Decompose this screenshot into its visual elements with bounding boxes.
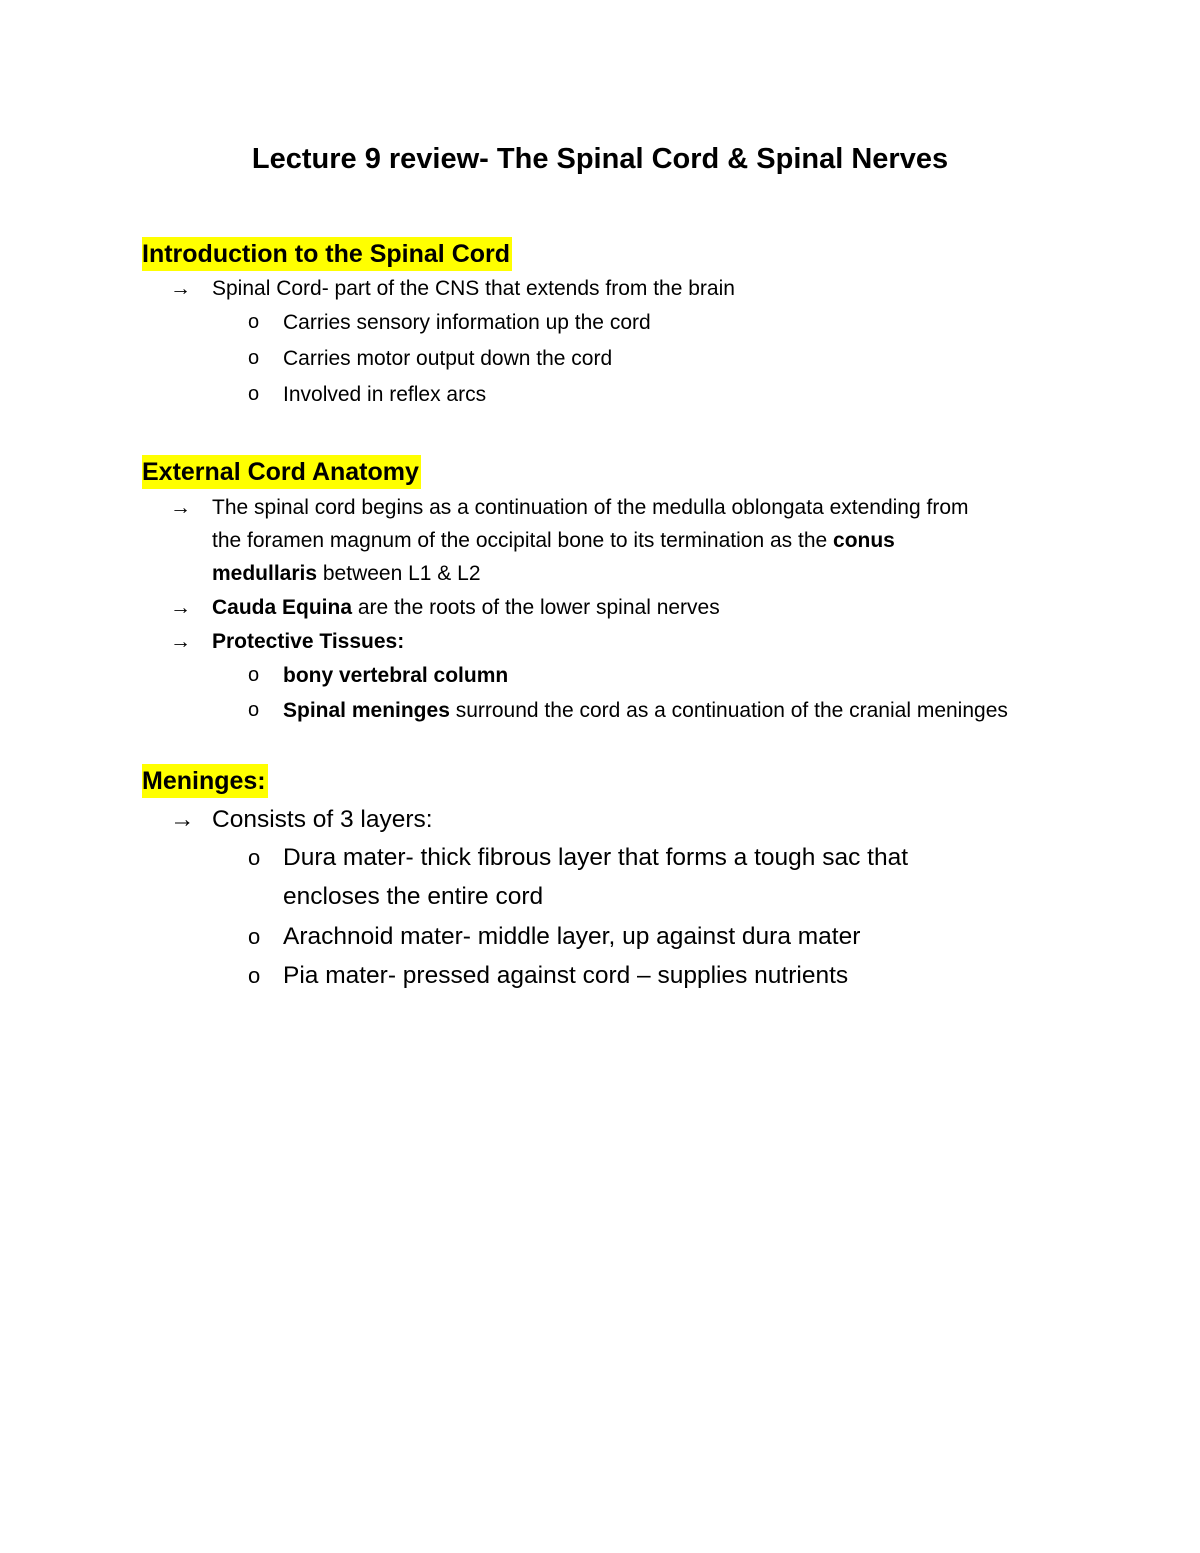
arrow-icon: → — [170, 496, 191, 519]
bullet-icon: o — [248, 699, 260, 721]
sub-list-item — [248, 342, 1048, 375]
list-item — [170, 272, 1050, 305]
section-heading-intro: Introduction to the Spinal Cord — [142, 237, 512, 271]
term-bony-vertebral-column: bony vertebral column — [283, 664, 509, 687]
list-item — [170, 591, 1050, 624]
bullet-icon: o — [248, 311, 260, 333]
text-run: The spinal cord begins as a continuation of the medulla oblongata extending from the foramen magnum of the occipital bone to its termination as the — [212, 496, 969, 552]
arrow-icon: → — [170, 277, 191, 300]
list-item-text: Consists of 3 layers: — [212, 806, 433, 833]
bullet-icon: o — [248, 664, 260, 686]
bullet-icon: o — [248, 963, 261, 988]
bullet-icon: o — [248, 924, 261, 949]
sub-list-item-text — [283, 694, 1038, 727]
bullet-icon: o — [248, 383, 260, 405]
sub-list-item-text: Carries motor output down the cord — [283, 347, 613, 370]
list-item — [170, 625, 1050, 658]
list-item-text — [212, 491, 970, 590]
list-item — [170, 800, 1050, 839]
term-cauda-equina: Cauda Equina — [212, 596, 353, 619]
sub-list-item-text: Pia mater- pressed against cord – supplies nutrients — [283, 962, 849, 989]
arrow-icon: → — [170, 596, 191, 619]
term-spinal-meninges: Spinal meninges — [283, 699, 450, 722]
document-title: Lecture 9 review- The Spinal Cord & Spinal Nerves — [251, 143, 949, 175]
sub-list-item-text — [283, 659, 1048, 692]
sub-list-item-text: Arachnoid mater- middle layer, up against dura mater — [283, 923, 861, 950]
section-heading-meninges: Meninges: — [142, 764, 268, 798]
term-conus-medullaris: conus medullaris — [212, 529, 895, 585]
text-run: are the roots of the lower spinal nerves — [352, 596, 720, 619]
sub-list-item — [248, 694, 1038, 727]
sub-list-item — [248, 838, 1008, 916]
arrow-icon: → — [170, 630, 191, 653]
list-item-text — [212, 591, 1050, 624]
bullet-icon: o — [248, 347, 260, 369]
sub-list-item — [248, 917, 1048, 956]
sub-list-item — [248, 956, 1048, 995]
section-heading-external-anatomy: External Cord Anatomy — [142, 455, 421, 489]
text-run: surround the cord as a continuation of the cranial meninges — [449, 699, 1008, 722]
list-item — [170, 491, 970, 590]
list-item-text: Spinal Cord- part of the CNS that extends from the brain — [212, 277, 735, 300]
sub-list-item — [248, 378, 1048, 411]
text-run: between L1 & L2 — [317, 562, 481, 585]
list-item-text — [212, 625, 1050, 658]
term-protective-tissues: Protective Tissues: — [212, 630, 405, 653]
bullet-icon: o — [248, 845, 261, 870]
sub-list-item-text: Dura mater- thick fibrous layer that forms a tough sac that encloses the entire cord — [283, 844, 909, 910]
sub-list-item — [248, 659, 1048, 692]
sub-list-item-text: Involved in reflex arcs — [283, 383, 487, 406]
sub-list-item-text: Carries sensory information up the cord — [283, 311, 651, 334]
sub-list-item — [248, 306, 1048, 339]
arrow-icon: → — [170, 806, 195, 833]
